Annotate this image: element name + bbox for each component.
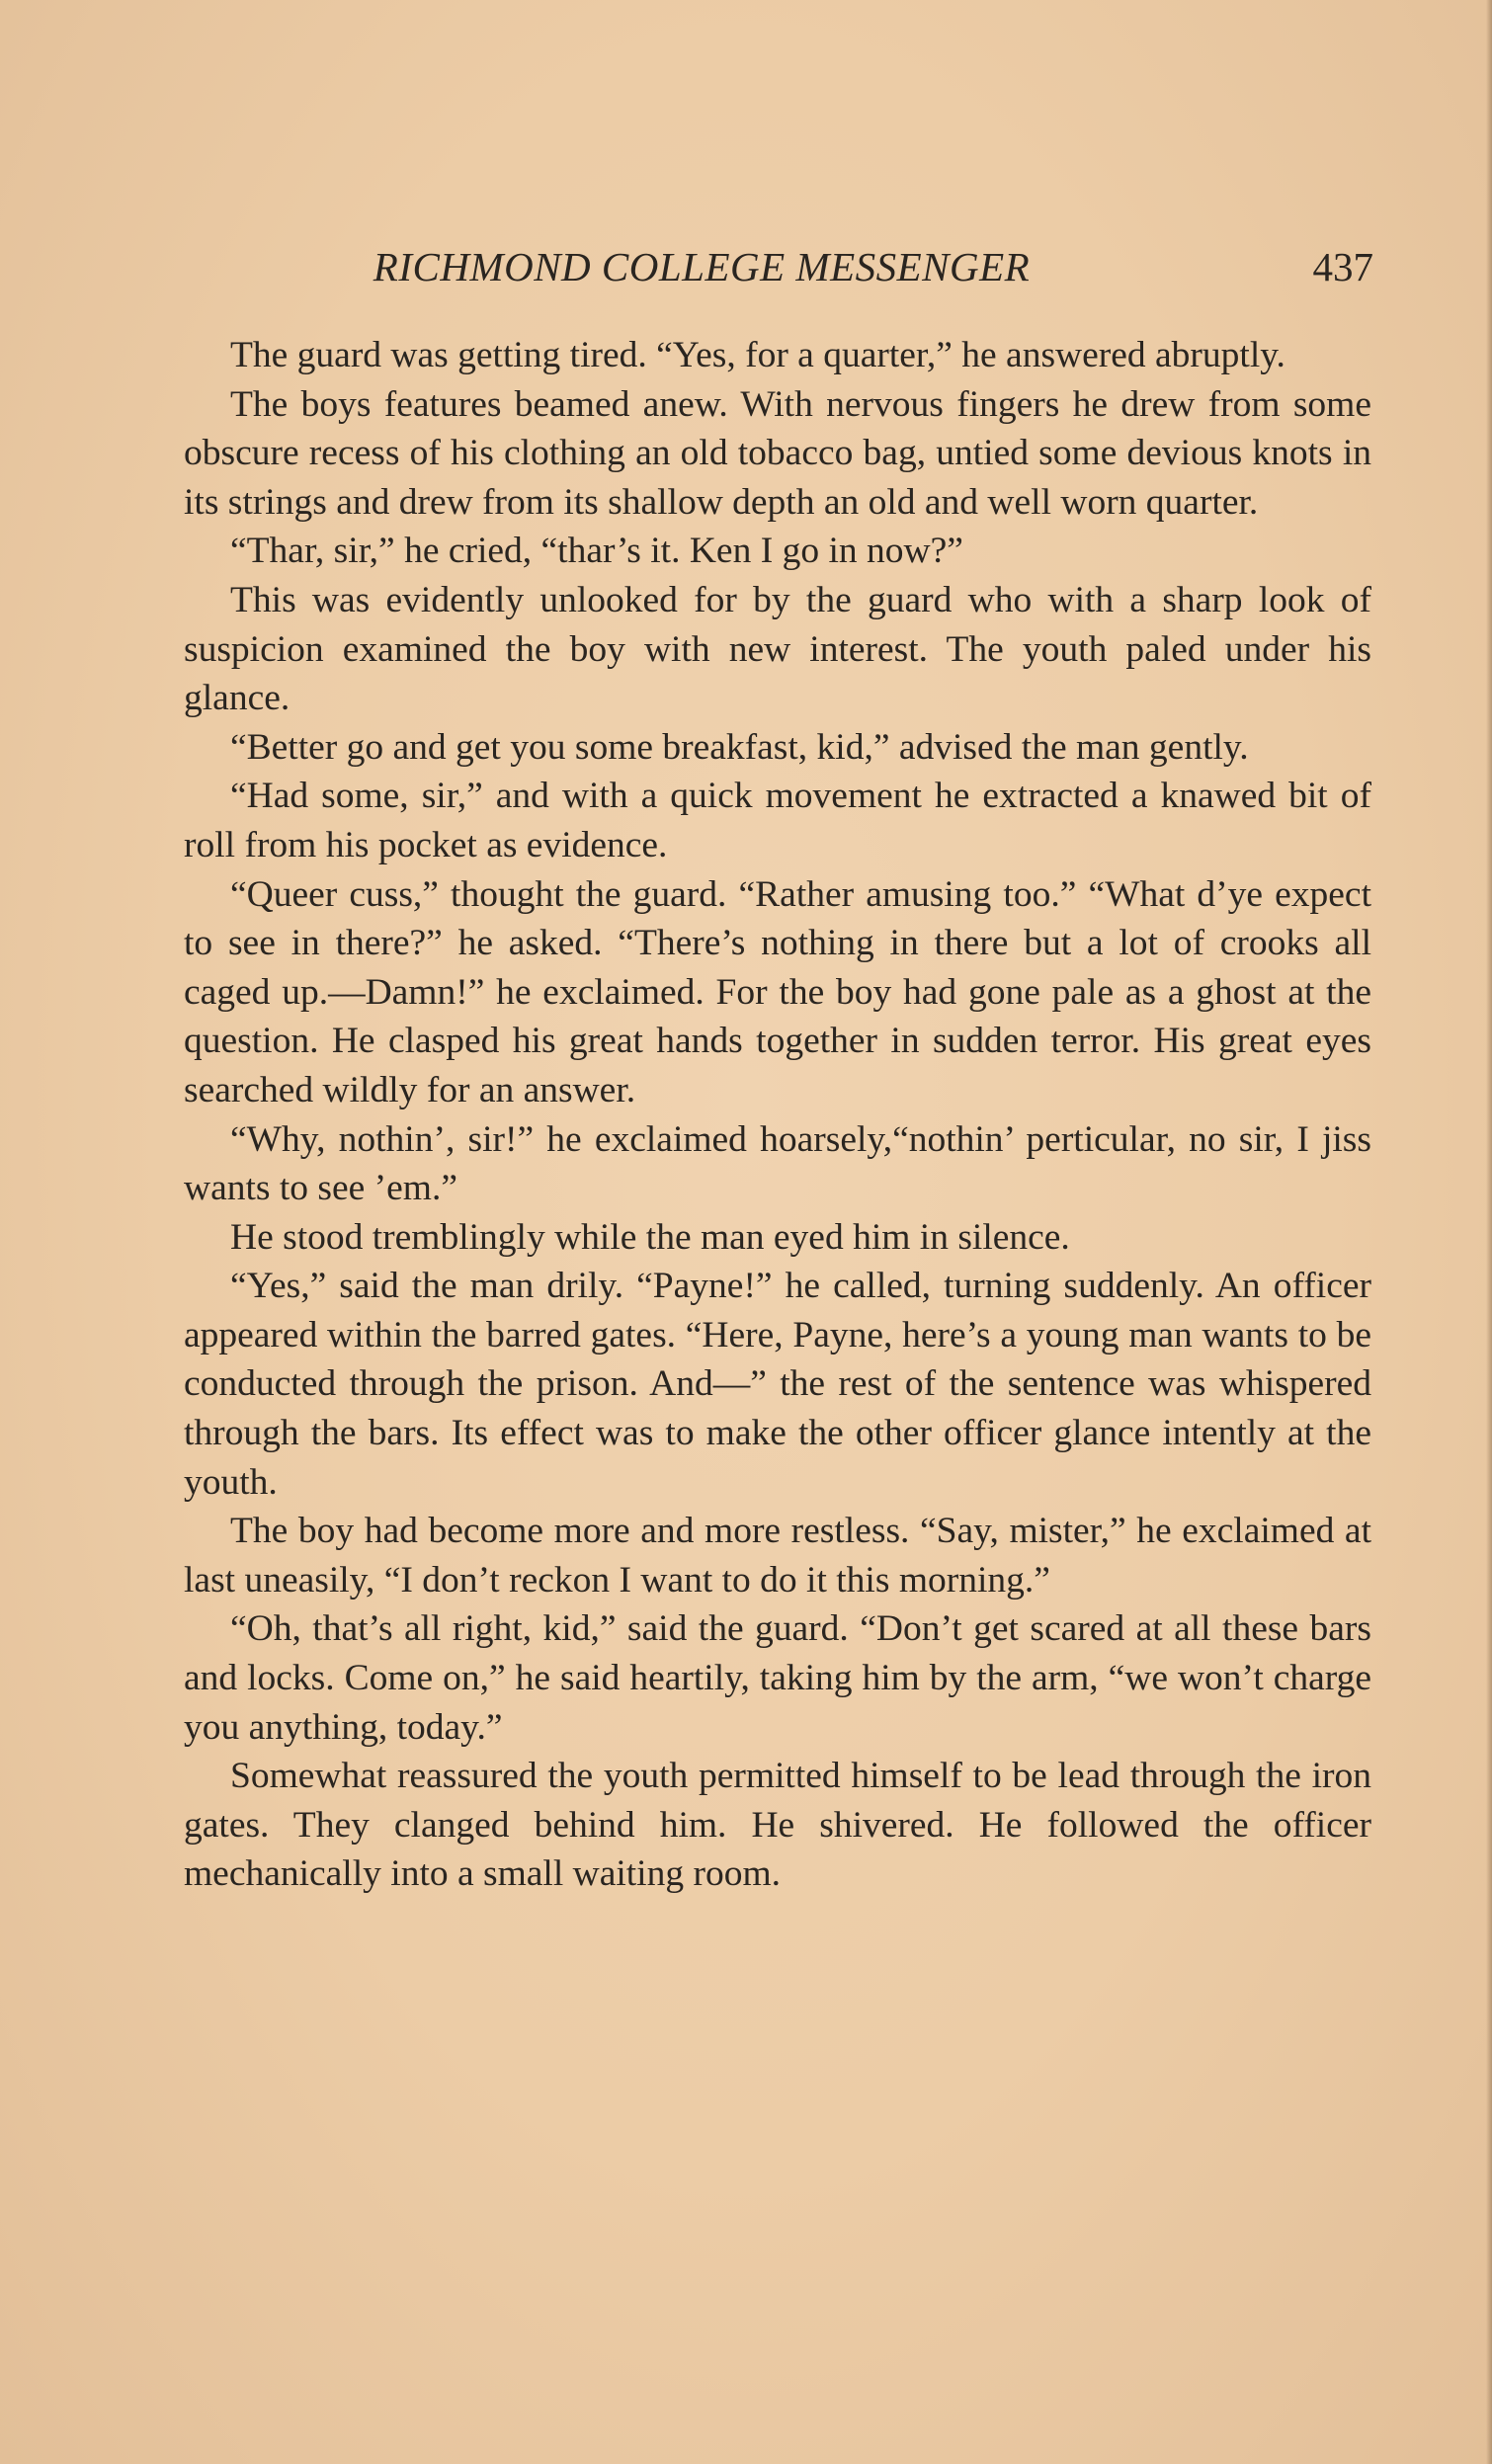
running-head <box>227 237 1373 296</box>
paragraph-12: “Oh, that’s all right, kid,” said the guard. “Don’t get scared at all these bars and locks. Come on,” he said heartily, taking him by the arm, “we won’t charge you anything, today.” <box>184 1608 1371 1748</box>
paragraph-5: “Better go and get you some breakfast, kid,” advised the man gently. <box>230 726 1249 768</box>
paragraph-1: The guard was getting tired. “Yes, for a quarter,” he answered abruptly. <box>230 335 1285 375</box>
body-text <box>184 331 1371 1899</box>
page-number: 437 <box>1312 244 1373 289</box>
paragraph-4: This was evidently unlooked for by the guard who with a sharp look of suspicion examined the boy with new interest. The youth paled under his glance. <box>184 579 1371 719</box>
paragraph-7: “Queer cuss,” thought the guard. “Rather amusing too.” “What d’ye expect to see in there?” he asked. “There’s nothing in there but a lot of crooks all caged up.—Damn!” he exclaimed. For the boy had gone pale as a ghost at the question. He clasped his great hands together in sudden terror. His great eyes searched wildly for an answer. <box>184 873 1371 1110</box>
running-title: RICHMOND COLLEGE MESSENGER <box>373 244 1031 289</box>
paragraph-2: The boys features beamed anew. With nervous fingers he drew from some obscure recess of his clothing an old tobacco bag, untied some devious knots in its strings and drew from its shallow depth an old and well worn quarter. <box>184 383 1371 523</box>
paragraph-8: “Why, nothin’, sir!” he exclaimed hoarsely,“nothin’ perticular, no sir, I jiss wants to see ’em.” <box>184 1118 1371 1209</box>
paragraph-3: “Thar, sir,” he cried, “thar’s it. Ken I go in now?” <box>230 531 963 572</box>
paragraph-10: “Yes,” said the man drily. “Payne!” he called, turning suddenly. An officer appeared within the barred gates. “Here, Payne, here’s a young man wants to be conducted through the prison. And—” the rest of the sentence was whispered through the bars. Its effect was to make the other officer glance intently at the youth. <box>184 1266 1371 1503</box>
paragraph-13: Somewhat reassured the youth permitted himself to be lead through the iron gates. They clanged behind him. He shivered. He followed the officer mechanically into a small waiting room. <box>184 1756 1371 1895</box>
page-edge <box>1486 0 1492 2464</box>
paragraph-11: The boy had become more and more restless. “Say, mister,” he exclaimed at last uneasily, “I don’t reckon I want to do it this morning.” <box>184 1511 1371 1601</box>
paragraph-9: He stood tremblingly while the man eyed him in silence. <box>230 1216 1070 1258</box>
paragraph-6: “Had some, sir,” and with a quick movement he extracted a knawed bit of roll from his pocket as evidence. <box>184 776 1371 865</box>
